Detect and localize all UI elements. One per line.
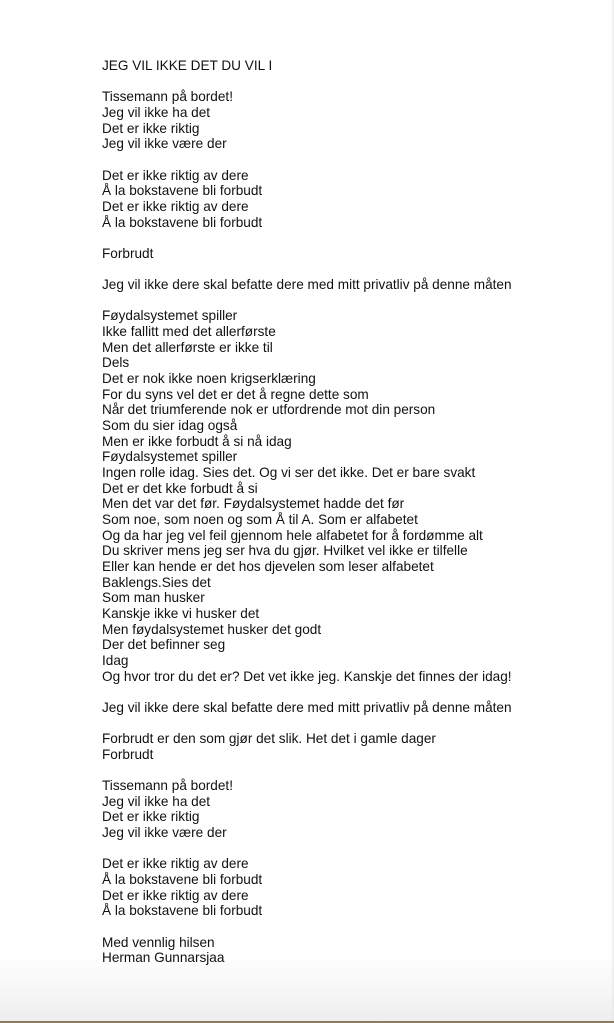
document-body [102,58,602,982]
document-title-block [102,58,602,74]
stanza [102,700,602,716]
stanza [102,168,602,231]
text-line: Det er ikke riktig av dere [102,856,249,872]
stanza-list [102,89,602,966]
text-line: Det er ikke riktig av dere [102,198,249,214]
text-line: Når det triumferende nok er utfordrende mot din person [102,402,436,418]
text-line: Dels [102,355,130,371]
text-line: Og hvor tror du det er? Det vet ikke jeg. Kanskje det finnes der idag! [102,668,512,684]
text-line: Men det var det før. Føydalsystemet hadde det før [102,496,405,512]
text-line: Jeg vil ikke ha det [102,793,211,809]
document-title: JEG VIL IKKE DET DU VIL I [102,58,273,73]
text-line: Det er det kke forbudt å si [102,480,258,496]
stanza [102,856,602,919]
text-line: Tissemann på bordet! [102,89,233,105]
text-line: Forbrudt [102,746,154,762]
text-line: Det er nok ikke noen krigserklæring [102,371,316,387]
text-line: Jeg vil ikke være der [102,136,227,152]
text-line: Det er ikke riktig av dere [102,887,249,903]
text-line: Det er ikke riktig [102,809,200,825]
text-line: Herman Gunnarsjaa [102,950,225,966]
stanza [102,308,602,684]
text-line: Forbrudt er den som gjør det slik. Het det i gamle dager [102,731,436,747]
text-line: Jeg vil ikke dere skal befatte dere med mitt privatliv på denne måten [102,699,512,715]
text-line: Men det allerførste er ikke til [102,339,273,355]
text-line: Ikke fallitt med det allerførste [102,324,276,340]
text-line: Med vennlig hilsen [102,934,215,950]
text-line: Jeg vil ikke være der [102,825,227,841]
text-line: Forbrudt [102,245,154,261]
text-line: Det er ikke riktig [102,120,200,136]
text-line: Å la bokstavene bli forbudt [102,903,263,919]
text-line: Jeg vil ikke dere skal befatte dere med mitt privatliv på denne måten [102,277,512,293]
text-line: Eller kan hende er det hos djevelen som leser alfabetet [102,558,434,574]
text-line: Som man husker [102,590,205,606]
text-line: Som noe, som noen og som Å til A. Som er alfabetet [102,511,418,527]
stanza [102,89,602,152]
text-line: Du skriver mens jeg ser hva du gjør. Hvilket vel ikke er tilfelle [102,543,468,559]
text-line: Å la bokstavene bli forbudt [102,183,263,199]
text-line: For du syns vel det er det å regne dette som [102,386,369,402]
text-line: Men er ikke forbudt å si nå idag [102,433,292,449]
text-line: Der det befinner seg [102,637,226,653]
text-line: Tissemann på bordet! [102,778,233,794]
stanza [102,246,602,262]
text-line: Jeg vil ikke ha det [102,104,211,120]
text-line: Baklengs.Sies det [102,574,211,590]
text-line: Føydalsystemet spiller [102,308,238,324]
stanza [102,935,602,966]
text-line: Og da har jeg vel feil gjennom hele alfabetet for å fordømme alt [102,527,483,543]
text-line: Ingen rolle idag. Sies det. Og vi ser det ikke. Det er bare svakt [102,464,476,480]
stanza [102,731,602,762]
text-line: Det er ikke riktig av dere [102,167,249,183]
stanza [102,778,602,841]
stanza [102,277,602,293]
text-line: Som du sier idag også [102,418,238,434]
text-line: Føydalsystemet spiller [102,449,238,465]
text-line: Men føydalsystemet husker det godt [102,621,322,637]
text-line: Idag [102,652,129,668]
text-line: Kanskje ikke vi husker det [102,605,260,621]
text-line: Å la bokstavene bli forbudt [102,871,263,887]
text-line: Å la bokstavene bli forbudt [102,214,263,230]
